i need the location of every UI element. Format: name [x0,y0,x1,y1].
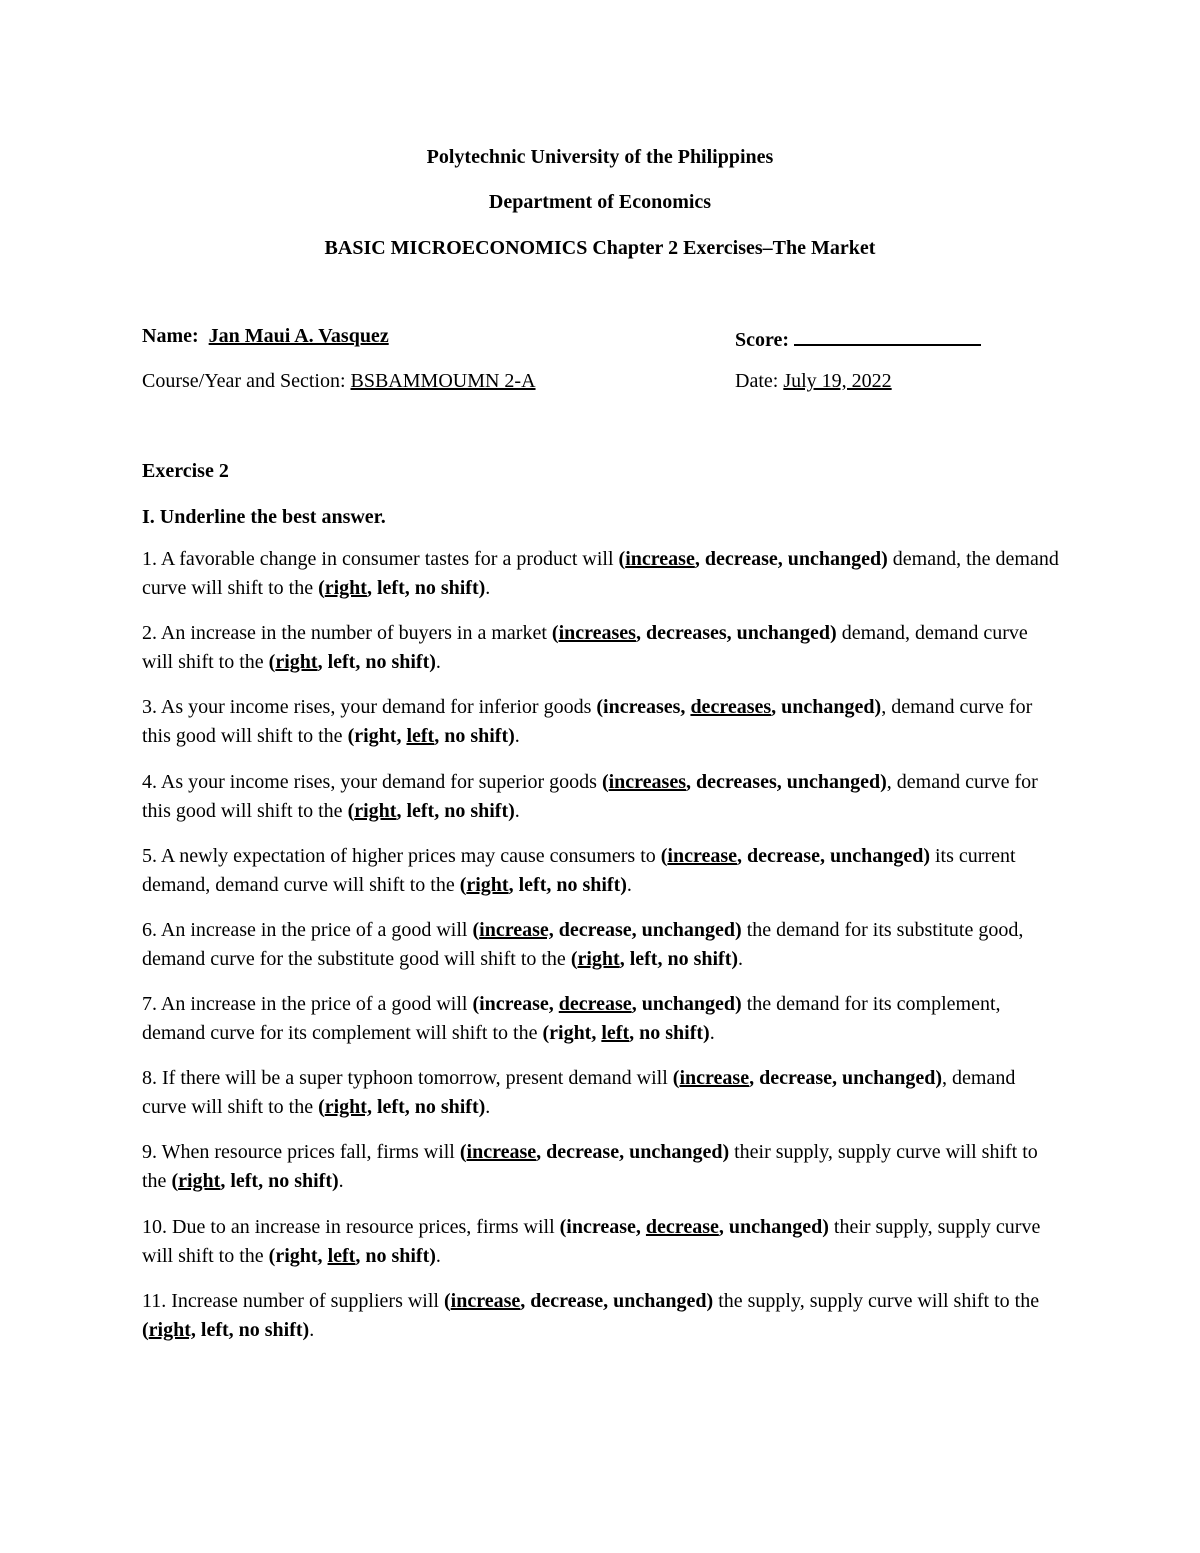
selected-answer: right, [324,1096,372,1118]
answer-options: , decrease, unchanged) [737,845,930,867]
name-value: Jan Maui A. Vasquez [208,325,389,347]
course-title: BASIC MICROECONOMICS Chapter 2 Exercises–The Market [324,237,876,259]
answer-options: ( [459,874,467,896]
question-item [142,1287,1062,1345]
selected-answer: right [354,800,397,822]
date-value: July 19, 2022 [783,370,892,392]
score-blank [794,324,981,346]
answer-options: left, no shift) [195,1319,310,1341]
selected-answer: increases [558,622,636,644]
question-item [142,1213,1062,1271]
question-item [142,619,1062,677]
selected-answer: increase [625,548,695,570]
answer-options: ( [459,1141,467,1163]
question-text: . [485,1096,491,1118]
question-text: its current demand, demand curve will shift to the [142,845,1016,896]
question-text: . [626,874,632,896]
question-number: 11. [142,1290,172,1312]
answer-options: ( [268,651,276,673]
question-item [142,1138,1062,1196]
answer-options: ( [171,1170,179,1192]
selected-answer: right [324,577,367,599]
answer-options: decrease, unchanged) [553,919,742,941]
date-field [735,369,892,393]
answer-options: (increase, [559,1216,646,1238]
answer-options: , no shift) [434,725,515,747]
answer-options: ( [443,1290,451,1312]
question-item [142,990,1062,1048]
selected-answer: decreases [690,696,772,718]
question-number: 6. [142,919,161,941]
answer-options: , no shift) [629,1022,710,1044]
question-item [142,768,1062,826]
answer-options: , left, no shift) [366,577,486,599]
question-text: . [338,1170,344,1192]
course-field [142,369,593,393]
question-text: . [435,651,441,673]
question-text: An increase in the number of buyers in a market [160,622,552,644]
question-text: If there will be a super typhoon tomorrow, present demand will [162,1067,673,1089]
question-text: Increase number of suppliers will [171,1290,444,1312]
answer-options: ( [318,1096,325,1118]
answer-options: , left, no shift) [396,800,515,822]
question-number: 3. [142,696,161,718]
question-number: 8. [142,1067,162,1089]
question-text: their supply, supply curve will shift to the [142,1216,1041,1267]
answer-options: , decreases, unchanged) [686,771,887,793]
question-text: . [738,948,744,970]
question-item [142,1064,1062,1122]
question-item [142,842,1062,900]
answer-options: left, no shift) [371,1096,486,1118]
selected-answer: right [275,651,318,673]
answer-options: ( [660,845,668,867]
answer-options: ( [672,1067,680,1089]
selected-answer: left [406,725,435,747]
answer-options: (right, [542,1022,602,1044]
question-text: An increase in the price of a good will [160,993,473,1015]
answer-options: ( [601,771,609,793]
question-text: . [485,577,491,599]
question-text: As your income rises, your demand for superior goods [160,771,602,793]
answer-options: , unchanged) [771,696,882,718]
selected-answer: right [577,948,620,970]
date-label: Date: [735,370,779,392]
selected-answer: left [327,1245,356,1267]
answer-options: (increase, [472,993,559,1015]
question-text: When resource prices fall, firms will [161,1141,460,1163]
answer-options: ( [551,622,559,644]
question-text: . [309,1319,315,1341]
answer-options: ( [142,1319,149,1341]
question-text: , demand curve for this good will shift to the [142,771,1038,822]
selected-answer: right, [148,1319,196,1341]
course-label: Course/Year and Section: [142,370,346,392]
selected-answer: decrease [645,1216,719,1238]
question-text: demand, demand curve will shift to the [142,622,1028,673]
exercise-title: Exercise 2 [142,460,229,482]
answer-options: , decrease, unchanged) [749,1067,943,1089]
exercise-instruction: I. Underline the best answer. [142,506,386,528]
question-item [142,545,1062,603]
selected-answer: increase [679,1067,750,1089]
answer-options: ( [618,548,626,570]
answer-options: , unchanged) [718,1216,829,1238]
name-label: Name: [142,325,199,347]
answer-options: , decrease, unchanged) [536,1141,730,1163]
selected-answer: right [466,874,509,896]
department-name: Department of Economics [488,191,712,213]
answer-options: , no shift) [355,1245,436,1267]
question-item [142,916,1062,974]
selected-answer: increase [667,845,738,867]
question-text: A favorable change in consumer tastes for a product will [160,548,619,570]
answer-options: , decreases, unchanged) [635,622,837,644]
answer-options: , unchanged) [631,993,742,1015]
question-text: An increase in the price of a good will [160,919,473,941]
answer-options: ( [318,577,325,599]
question-text: Due to an increase in resource prices, firms will [172,1216,560,1238]
question-text: demand, the demand curve will shift to the [142,548,1059,599]
question-number: 7. [142,993,161,1015]
question-number: 5. [142,845,161,867]
question-text: the supply, supply curve will shift to the [713,1290,1040,1312]
answer-options: ( [570,948,578,970]
answer-options: (right, [347,725,407,747]
question-text: . [514,800,520,822]
question-number: 10. [142,1216,172,1238]
question-text: . [514,725,520,747]
question-text: . [709,1022,715,1044]
selected-answer: increase [466,1141,537,1163]
question-text: As your income rises, your demand for inferior goods [160,696,597,718]
question-number: 4. [142,771,161,793]
selected-answer: decrease [558,993,632,1015]
question-text: the demand for its complement, demand curve for its complement will shift to the [142,993,1001,1044]
answer-options: , left, no shift) [508,874,627,896]
answer-options: (increases, [596,696,691,718]
question-text: A newly expectation of higher prices may cause consumers to [160,845,661,867]
question-text: their supply, supply curve will shift to the [142,1141,1038,1192]
selected-answer: right [178,1170,221,1192]
question-number: 9. [142,1141,162,1163]
answer-options: , decrease, unchanged) [520,1290,714,1312]
question-item [142,693,1062,751]
question-text: , demand curve for this good will shift to the [142,696,1033,747]
selected-answer: left [601,1022,630,1044]
course-value: BSBAMMOUMN 2-A [350,370,536,392]
selected-answer: increase, [479,919,554,941]
answer-options: (right, [268,1245,328,1267]
question-text: . [435,1245,441,1267]
question-text: , demand curve will shift to the [142,1067,1016,1118]
question-number: 1. [142,548,161,570]
question-text: the demand for its substitute good, demand curve for the substitute good will shift to the [142,919,1024,970]
selected-answer: increases [608,771,687,793]
score-field [735,324,981,352]
answer-options: ( [472,919,480,941]
answer-options: , decrease, unchanged) [694,548,888,570]
answer-options: , left, no shift) [619,948,739,970]
answer-options: , left, no shift) [220,1170,339,1192]
answer-options: , left, no shift) [317,651,436,673]
score-label: Score: [735,329,790,351]
name-field [142,324,602,348]
university-name: Polytechnic University of the Philippines [426,146,774,168]
selected-answer: increase [450,1290,521,1312]
question-number: 2. [142,622,161,644]
answer-options: ( [347,800,355,822]
